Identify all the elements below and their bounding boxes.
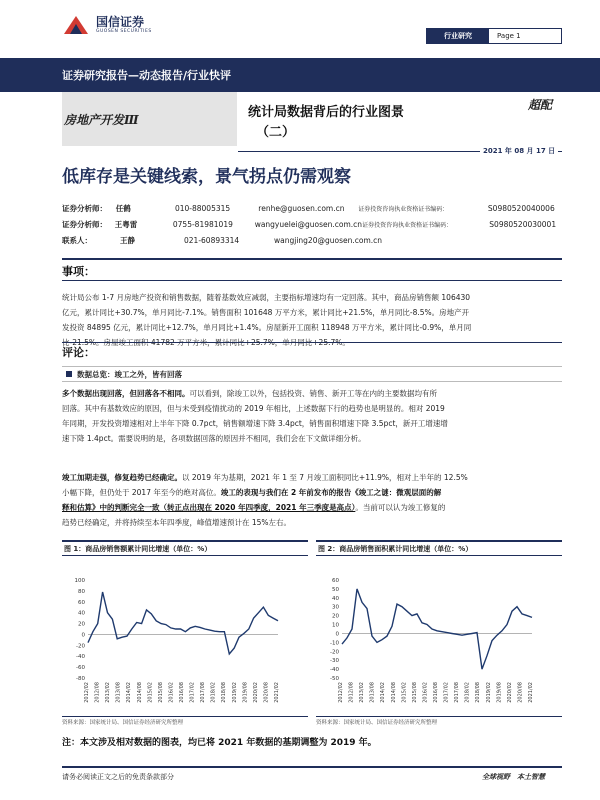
source-rule (62, 716, 308, 717)
section-rule (62, 342, 562, 343)
x-tick-label: 2019/02 (231, 682, 238, 703)
x-tick-label: 2014/08 (136, 682, 143, 703)
analyst-row (62, 200, 562, 216)
events-paragraph (62, 290, 562, 350)
chart-1 (62, 560, 308, 716)
bullet-square-icon (66, 371, 72, 377)
series-line (342, 589, 532, 669)
x-tick-label: 2019/02 (485, 682, 492, 703)
y-tick-label: -80 (76, 676, 85, 682)
y-tick-label: -10 (330, 640, 339, 647)
text-line (62, 485, 562, 500)
y-tick-label: -20 (76, 643, 85, 650)
x-tick-label: 2018/02 (464, 682, 471, 703)
text-span: 。当前可以认为竣工修复的 (355, 503, 446, 512)
footer-slogan: 全球视野 本土智慧 (482, 773, 545, 781)
report-title-line2: （二） (256, 125, 296, 140)
x-tick-label: 2012/02 (338, 682, 344, 703)
figure-2-caption: 图 2：商品房销售面积累计同比增速（单位：%） (316, 540, 562, 556)
analyst-name: 王静 (120, 235, 135, 245)
x-tick-label: 2017/02 (443, 682, 450, 703)
footer-rule (62, 766, 562, 768)
y-tick-label: -30 (330, 658, 339, 665)
report-title-line1: 统计局数据背后的行业图景 (248, 105, 405, 120)
x-tick-label: 2012/08 (94, 682, 101, 703)
text-line (62, 500, 562, 515)
x-tick-label: 2018/02 (210, 682, 217, 703)
analyst-phone: 010-88005315 (174, 203, 231, 213)
y-tick-label: -60 (76, 665, 85, 672)
analyst-label: 证券分析师： (62, 219, 107, 229)
x-tick-label: 2016/08 (433, 682, 439, 703)
x-tick-label: 2021/02 (274, 682, 280, 703)
analyst-email[interactable]: renhe@guosen.com.cn (258, 203, 345, 213)
comment-paragraph-1 (62, 386, 562, 446)
x-tick-label: 2015/02 (147, 682, 154, 703)
x-tick-label: 2013/02 (105, 682, 112, 703)
y-tick-label: 30 (332, 604, 339, 611)
x-tick-label: 2017/08 (200, 682, 207, 703)
y-tick-label: 60 (78, 599, 85, 606)
figure-1-caption: 图 1：商品房销售额累计同比增速（单位：%） (62, 540, 308, 556)
x-tick-label: 2016/08 (179, 682, 185, 703)
analyst-name: 王粤雷 (114, 219, 138, 229)
y-tick-label: 80 (78, 588, 85, 595)
text-span: 小幅下降，但仍处于 2017 年至今的绝对高位。 (62, 488, 221, 497)
y-tick-label: 20 (332, 613, 339, 620)
report-category: 证券研究报告—动态报告/行业快评 (62, 69, 232, 82)
footnote: 注：本文涉及相对数据的图表，均已将 2021 年数据的基期调整为 2019 年。 (62, 738, 377, 748)
bold-lead: 多个数据出现回落，但回落各不相同。 (62, 389, 190, 398)
text-line: 统计局公布 1-7 月房地产投资和销售数据，随着基数效应减弱，主要指标增速均有一定回落。其中，商品房销售额 106430 (62, 293, 471, 302)
x-tick-label: 2013/08 (115, 682, 122, 703)
x-tick-label: 2015/02 (401, 682, 408, 703)
figure-2-source: 资料来源：国家统计局、国信证券经济研究所整理 (316, 720, 438, 726)
logo-icon (62, 14, 90, 38)
x-tick-label: 2020/02 (506, 682, 513, 703)
underlined-span: 释和估算》中的判断完全一致（转正点出现在 2020 年四季度，2021 年三季度是高点） (62, 503, 356, 512)
analyst-phone: 0755-81981019 (172, 219, 233, 229)
bold-span: 竣工的表现与我们在 2 年前发布的报告《竣工之谜：微观层面的解 (220, 488, 442, 497)
text-line: 年同期，开发投资增速相对上半年下降 0.7pct，销售额增速下降 3.4pct，销售面积增速下降 3.5pct，新开工增速增 (62, 419, 448, 428)
text-line (62, 470, 562, 485)
disclaimer-text: 请务必阅读正文之后的免责条款部分 (62, 773, 174, 781)
x-tick-label: 2017/08 (454, 682, 461, 703)
section-rule (62, 258, 562, 260)
y-tick-label: 0 (81, 632, 85, 639)
bold-lead: 竣工加期走强，修复趋势已经确定。 (62, 473, 182, 482)
x-tick-label: 2014/02 (380, 682, 387, 703)
x-tick-label: 2018/08 (475, 682, 482, 703)
text-line: 趋势已经确定，并将持续至本年四季度，峰值增速预计在 15%左右。 (62, 518, 292, 527)
figure-1-source: 资料来源：国家统计局、国信证券经济研究所整理 (62, 720, 184, 726)
y-tick-label: -50 (330, 676, 339, 682)
series-line (88, 592, 278, 654)
cert-number: S0980520040006 (487, 203, 555, 213)
report-type-tag: 行业研究 (427, 29, 489, 43)
text-span: 以 2019 年为基期，2021 年 1 至 7 月竣工面积同比+11.9%，相对上半年的 12.5% (182, 473, 468, 482)
y-tick-label: -40 (76, 654, 85, 661)
x-tick-label: 2013/08 (369, 682, 376, 703)
x-tick-label: 2013/02 (359, 682, 366, 703)
x-tick-label: 2014/08 (390, 682, 397, 703)
x-tick-label: 2015/08 (157, 682, 164, 703)
logo-text: 国信证券 (96, 15, 145, 29)
y-tick-label: 40 (332, 595, 339, 602)
analyst-label: 联系人： (62, 235, 92, 245)
y-tick-label: -20 (330, 649, 339, 656)
x-tick-label: 2021/02 (528, 682, 534, 703)
x-tick-label: 2020/02 (252, 682, 259, 703)
report-title (248, 103, 404, 143)
y-tick-label: -40 (330, 667, 339, 674)
y-tick-label: 100 (74, 578, 85, 584)
rating: 超配 (528, 98, 553, 112)
y-tick-label: 0 (335, 631, 339, 638)
y-tick-label: 50 (332, 586, 339, 593)
analyst-email[interactable]: wangyuelei@guosen.com.cn (254, 219, 363, 229)
analyst-label: 证券分析师： (62, 203, 107, 213)
chart-2 (316, 560, 562, 716)
sector-name: 房地产开发Ⅲ (64, 113, 139, 127)
x-tick-label: 2018/08 (221, 682, 228, 703)
y-tick-label: 10 (332, 622, 339, 629)
cert-label: 证券投资咨询执业资格证书编码： (358, 205, 449, 213)
y-tick-label: 60 (332, 578, 339, 584)
x-tick-label: 2016/02 (168, 682, 175, 703)
bullet-text: 数据总览：竣工之外，皆有回落 (77, 369, 182, 379)
bullet-heading (62, 366, 562, 382)
x-tick-label: 2014/02 (126, 682, 133, 703)
analyst-phone: 021-60893314 (184, 235, 240, 245)
headline: 低库存是关键线索，景气拐点仍需观察 (62, 167, 351, 187)
y-tick-label: 40 (78, 610, 85, 617)
section-rule (62, 280, 562, 281)
analyst-email[interactable]: wangjing20@guosen.com.cn (274, 235, 383, 245)
logo-english: GUOSEN SECURITIES (96, 29, 152, 34)
x-tick-label: 2016/02 (422, 682, 429, 703)
analyst-row (62, 232, 562, 248)
events-heading: 事项： (62, 265, 95, 278)
x-tick-label: 2019/08 (242, 682, 249, 703)
text-line: 发投资 84895 亿元，累计同比+12.7%，单月同比+1.4%。房屋新开工面积 118948 万平方米，累计同比-0.9%，单月同 (62, 323, 472, 332)
page-number: Page 1 (497, 32, 521, 40)
x-tick-label: 2012/02 (84, 682, 90, 703)
header-box (426, 28, 562, 44)
text-line (62, 386, 562, 401)
comment-paragraph-2 (62, 470, 562, 530)
report-date: 2021 年 08 月 17 日 (480, 146, 558, 156)
comment-heading: 评论： (62, 346, 95, 359)
x-tick-label: 2017/02 (189, 682, 196, 703)
y-tick-label: 20 (78, 621, 85, 628)
cert-number: S0980520030001 (489, 219, 557, 229)
text-line: 亿元，累计同比+30.7%，单月同比-7.1%。销售面积 101648 万平方米，累计同比+21.5%，单月同比-8.5%。房地产开 (62, 308, 470, 317)
analyst-name: 任鹤 (115, 203, 131, 213)
cert-label: 证券投资咨询执业资格证书编码： (362, 221, 453, 229)
x-tick-label: 2019/08 (496, 682, 503, 703)
analyst-row (62, 216, 562, 232)
analyst-table (62, 200, 562, 248)
text-line: 回落。其中有基数效应的原因，但与未受到疫情扰动的 2019 年相比，上述数据下行的趋势也是明显的。相对 2019 (62, 404, 445, 413)
text-line: 速下降 1.4pct。需要说明的是，各项数据回落的原因并不相同，我们会在下文做详细分析。 (62, 434, 366, 443)
x-tick-label: 2020/08 (517, 682, 524, 703)
source-rule (316, 716, 562, 717)
x-tick-label: 2012/08 (348, 682, 355, 703)
x-tick-label: 2020/08 (263, 682, 270, 703)
text-span: 可以看到，除竣工以外，包括投资、销售、新开工等在内的主要数据均有所 (189, 389, 437, 398)
x-tick-label: 2015/08 (411, 682, 418, 703)
